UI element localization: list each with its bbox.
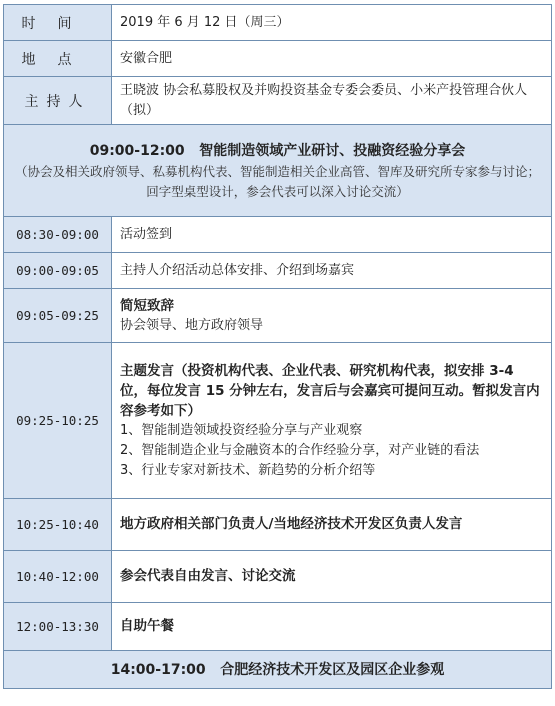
- time-value: 2019 年 6 月 12 日（周三）: [120, 14, 290, 30]
- agenda-title: 地方政府相关部门负责人/当地经济技术开发区负责人发言: [120, 516, 463, 532]
- agenda-row: [4, 253, 552, 289]
- host-row: [4, 77, 552, 125]
- agenda-time: 12:00-13:30: [4, 603, 112, 651]
- agenda-row: [4, 343, 552, 499]
- agenda-title: 简短致辞: [120, 297, 174, 314]
- place-value: 安徽合肥: [120, 50, 173, 66]
- host-value-cell: [112, 77, 552, 125]
- place-label: 地点: [21, 51, 94, 68]
- agenda-row: [4, 551, 552, 603]
- time-value-cell: [112, 5, 552, 41]
- morning-session-row: [4, 125, 552, 217]
- time-label: 时间: [21, 15, 94, 32]
- agenda-cell: [112, 253, 552, 289]
- agenda-cell: [112, 343, 552, 499]
- schedule-table: [3, 4, 552, 689]
- host-label-cell: [4, 77, 112, 125]
- morning-session-title: 09:00-12:00 智能制造领域产业研讨、投融资经验分享会: [89, 142, 466, 159]
- agenda-cell: [112, 499, 552, 551]
- agenda-title: 主持人介绍活动总体安排、介绍到场嘉宾: [120, 262, 355, 278]
- time-label-cell: [4, 5, 112, 41]
- agenda-cell: [112, 289, 552, 343]
- agenda-item: 1、智能制造领域投资经验分享与产业观察: [120, 422, 363, 438]
- afternoon-session-title: 14:00-17:00 合肥经济技术开发区及园区企业参观: [110, 661, 445, 678]
- agenda-item: 3、行业专家对新技术、新趋势的分析介绍等: [120, 462, 376, 478]
- agenda-row: [4, 289, 552, 343]
- agenda-cell: [112, 551, 552, 603]
- afternoon-session-cell: [4, 651, 552, 689]
- agenda-title: 参会代表自由发言、讨论交流: [120, 568, 296, 584]
- agenda-title: 主题发言（投资机构代表、企业代表、研究机构代表，拟安排 3-4 位，每位发言 15 分钟左右，发言后与会嘉宾可提问互动。暂拟发言内容参考如下）: [120, 362, 540, 419]
- agenda-row: [4, 603, 552, 651]
- agenda-time: 09:05-09:25: [4, 289, 112, 343]
- morning-session-subtitle: （协会及相关政府领导、私募机构代表、智能制造相关企业高管、智库及研究所专家参与讨论；回字型桌型设计，参会代表可以深入讨论交流）: [14, 163, 540, 199]
- agenda-time: 10:25-10:40: [4, 499, 112, 551]
- agenda-time: 08:30-09:00: [4, 217, 112, 253]
- place-label-cell: [4, 41, 112, 77]
- agenda-row: [4, 217, 552, 253]
- host-label: 主持人: [24, 93, 91, 110]
- agenda-time: 10:40-12:00: [4, 551, 112, 603]
- agenda-detail: 协会领导、地方政府领导: [120, 317, 264, 333]
- agenda-title: 自助午餐: [120, 618, 174, 634]
- agenda-time: 09:00-09:05: [4, 253, 112, 289]
- agenda-row: [4, 499, 552, 551]
- agenda-title: 活动签到: [120, 226, 173, 242]
- agenda-item: 2、智能制造企业与金融资本的合作经验分享，对产业链的看法: [120, 442, 480, 458]
- agenda-cell: [112, 217, 552, 253]
- agenda-time: 09:25-10:25: [4, 343, 112, 499]
- place-row: [4, 41, 552, 77]
- afternoon-session-row: [4, 651, 552, 689]
- place-value-cell: [112, 41, 552, 77]
- time-row: [4, 5, 552, 41]
- host-value: 王晓波 协会私募股权及并购投资基金专委会委员、小米产投管理合伙人（拟）: [120, 82, 528, 118]
- morning-session-cell: [4, 125, 552, 217]
- agenda-cell: [112, 603, 552, 651]
